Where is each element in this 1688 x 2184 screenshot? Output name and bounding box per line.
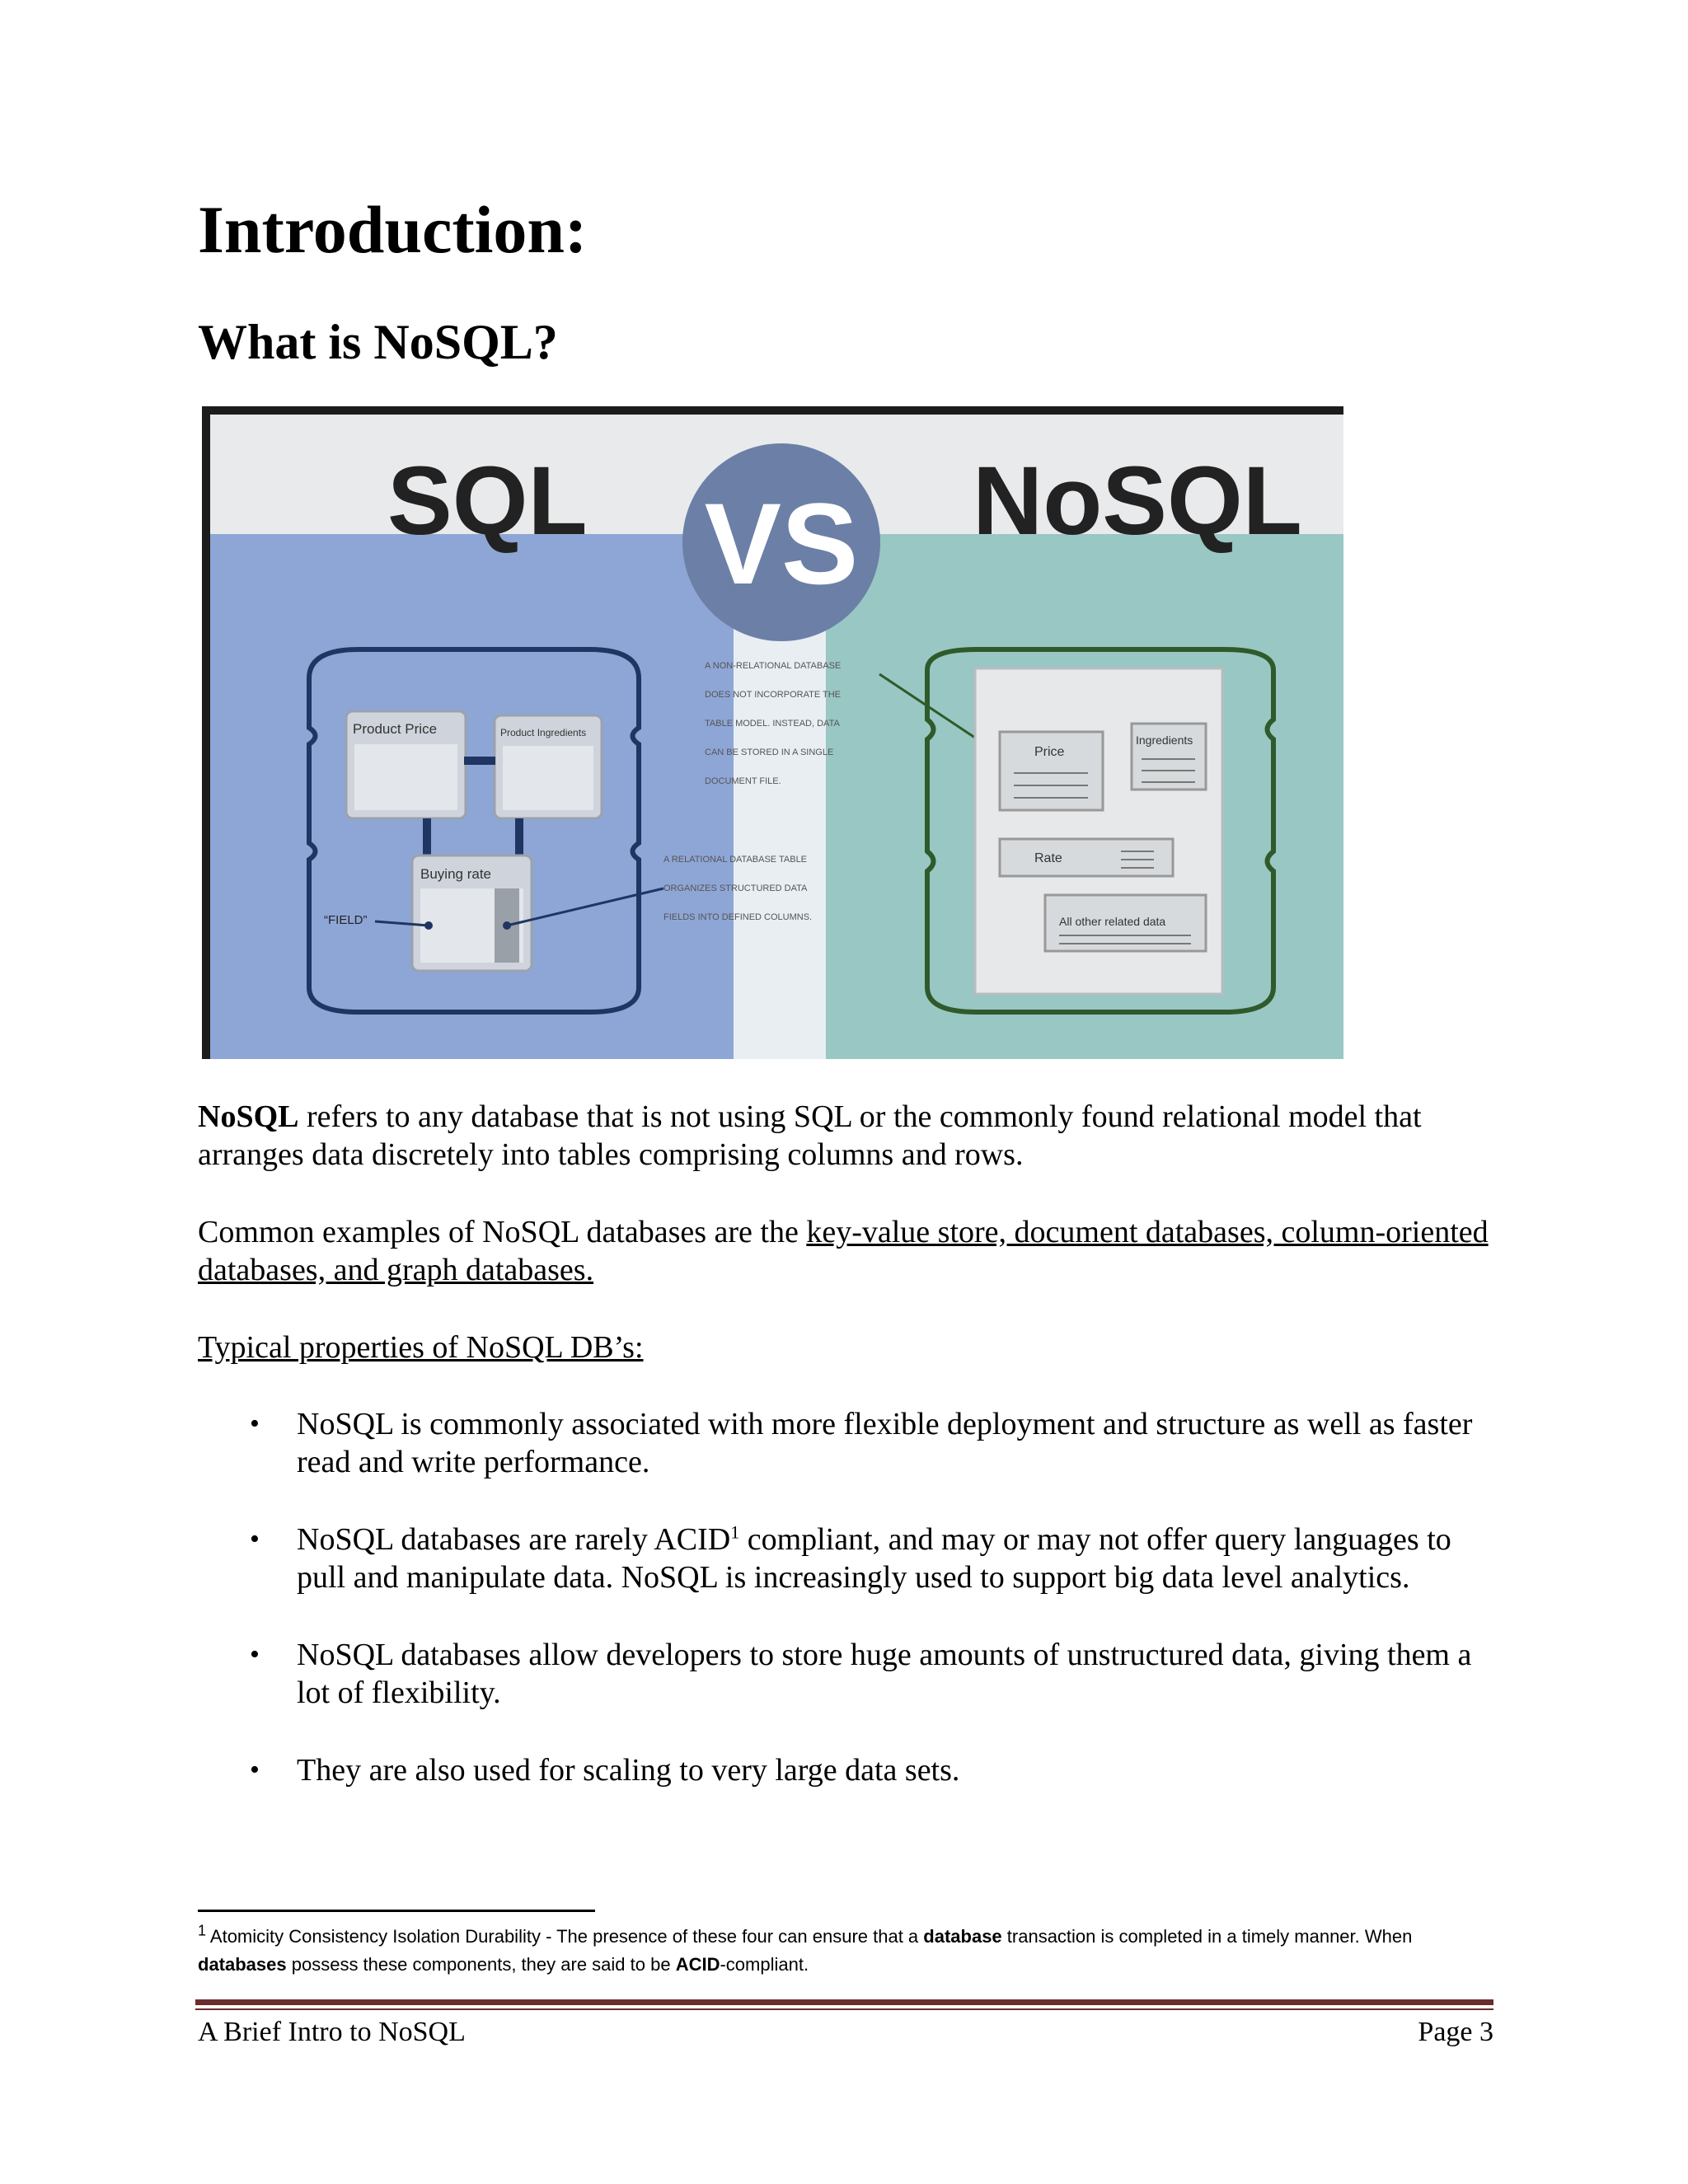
footer-rule-thin: [195, 2008, 1493, 2010]
svg-text:A NON-RELATIONAL DATABASE: A NON-RELATIONAL DATABASE: [705, 661, 842, 671]
svg-text:Rate: Rate: [1034, 851, 1062, 865]
svg-text:Product Price: Product Price: [353, 721, 438, 737]
list-item: • NoSQL databases allow developers to store huge amounts of unstructured data, giving them a lot of flexibility.: [250, 1638, 1472, 1710]
examples-prefix: Common examples of NoSQL databases are the: [198, 1215, 807, 1249]
product-price-table: [346, 711, 466, 818]
nosql-definition: [198, 1098, 1500, 1174]
list-item: • NoSQL databases are rarely ACID$^1$ compliant, and may or may not offer query languages to pull and manipulate data. NoSQL is increasingly used to support big data level analytics.: [250, 1521, 1451, 1595]
svg-text:Product Ingredients: Product Ingredients: [500, 727, 587, 738]
nosql-term: NoSQL: [198, 1099, 299, 1134]
page-number: Page 3: [1418, 2017, 1493, 2047]
bullet-icon: •: [250, 1524, 260, 1554]
svg-text:ORGANIZES STRUCTURED DATA: ORGANIZES STRUCTURED DATA: [663, 883, 808, 893]
svg-text:DOES NOT INCORPORATE THE: DOES NOT INCORPORATE THE: [705, 690, 842, 700]
sql-panel-bg: [210, 534, 734, 1059]
sql-title: SQL: [387, 447, 588, 555]
definition-text: refers to any database that is not using SQL or the commonly found relational model that arranges data discretely into tables comprising columns and rows.: [198, 1099, 1422, 1172]
vs-label: VS: [704, 479, 859, 608]
properties-list: [198, 1405, 1500, 1829]
ingredients-item: [1132, 724, 1206, 790]
common-examples: [198, 1213, 1500, 1289]
bullet-icon: •: [250, 1639, 260, 1670]
sql-vs-nosql-figure: [202, 406, 1343, 1059]
examples-list: key-value store, document databases, column-oriented databases, and graph databases.: [198, 1215, 1489, 1287]
bullet-icon: •: [250, 1408, 260, 1439]
footer-title: A Brief Intro to NoSQL: [198, 2017, 466, 2047]
svg-text:TABLE MODEL. INSTEAD, DATA: TABLE MODEL. INSTEAD, DATA: [705, 719, 840, 729]
svg-text:A RELATIONAL DATABASE TABLE: A RELATIONAL DATABASE TABLE: [663, 855, 808, 865]
svg-text:Price: Price: [1034, 745, 1065, 759]
list-item: • They are also used for scaling to very large data sets.: [250, 1753, 960, 1788]
buying-rate-table: [412, 855, 532, 971]
svg-text:Buying rate: Buying rate: [420, 866, 491, 882]
svg-text:FIELDS INTO DEFINED COLUMNS.: FIELDS INTO DEFINED COLUMNS.: [663, 912, 813, 922]
bullet-icon: •: [250, 1755, 260, 1785]
price-item: [1000, 732, 1103, 810]
footer-rule-thick: [195, 1999, 1493, 2005]
list-item: • NoSQL is commonly associated with more flexible deployment and structure as well as faster read and write performance.: [250, 1407, 1473, 1479]
svg-text:All other related data: All other related data: [1059, 915, 1166, 928]
footnote-number: 1: [198, 1922, 207, 1939]
svg-text:CAN BE STORED IN A SINGLE: CAN BE STORED IN A SINGLE: [705, 748, 834, 757]
footnote-ref[interactable]: 1: [730, 1521, 740, 1543]
rate-item: [1000, 839, 1173, 876]
svg-text:Ingredients: Ingredients: [1136, 733, 1193, 747]
footnote: $^1$ Atomicity Consistency Isolation Durability - The presence of these four can ensure that a database transaction is completed in a timely manner. When databases possess these components, they are said to be ACID-compliant.: [198, 1922, 1413, 1975]
product-ingredients-table: [495, 715, 602, 818]
nosql-title: NoSQL: [973, 447, 1302, 555]
footnote-divider: [198, 1910, 595, 1912]
properties-heading: Typical properties of NoSQL DB’s:: [198, 1330, 644, 1365]
all-other-data-item: [1045, 895, 1206, 951]
section-heading: What is NoSQL?: [198, 315, 558, 369]
page-heading: Introduction:: [198, 192, 588, 267]
svg-text:DOCUMENT FILE.: DOCUMENT FILE.: [705, 776, 781, 786]
field-label: “FIELD”: [324, 913, 368, 927]
